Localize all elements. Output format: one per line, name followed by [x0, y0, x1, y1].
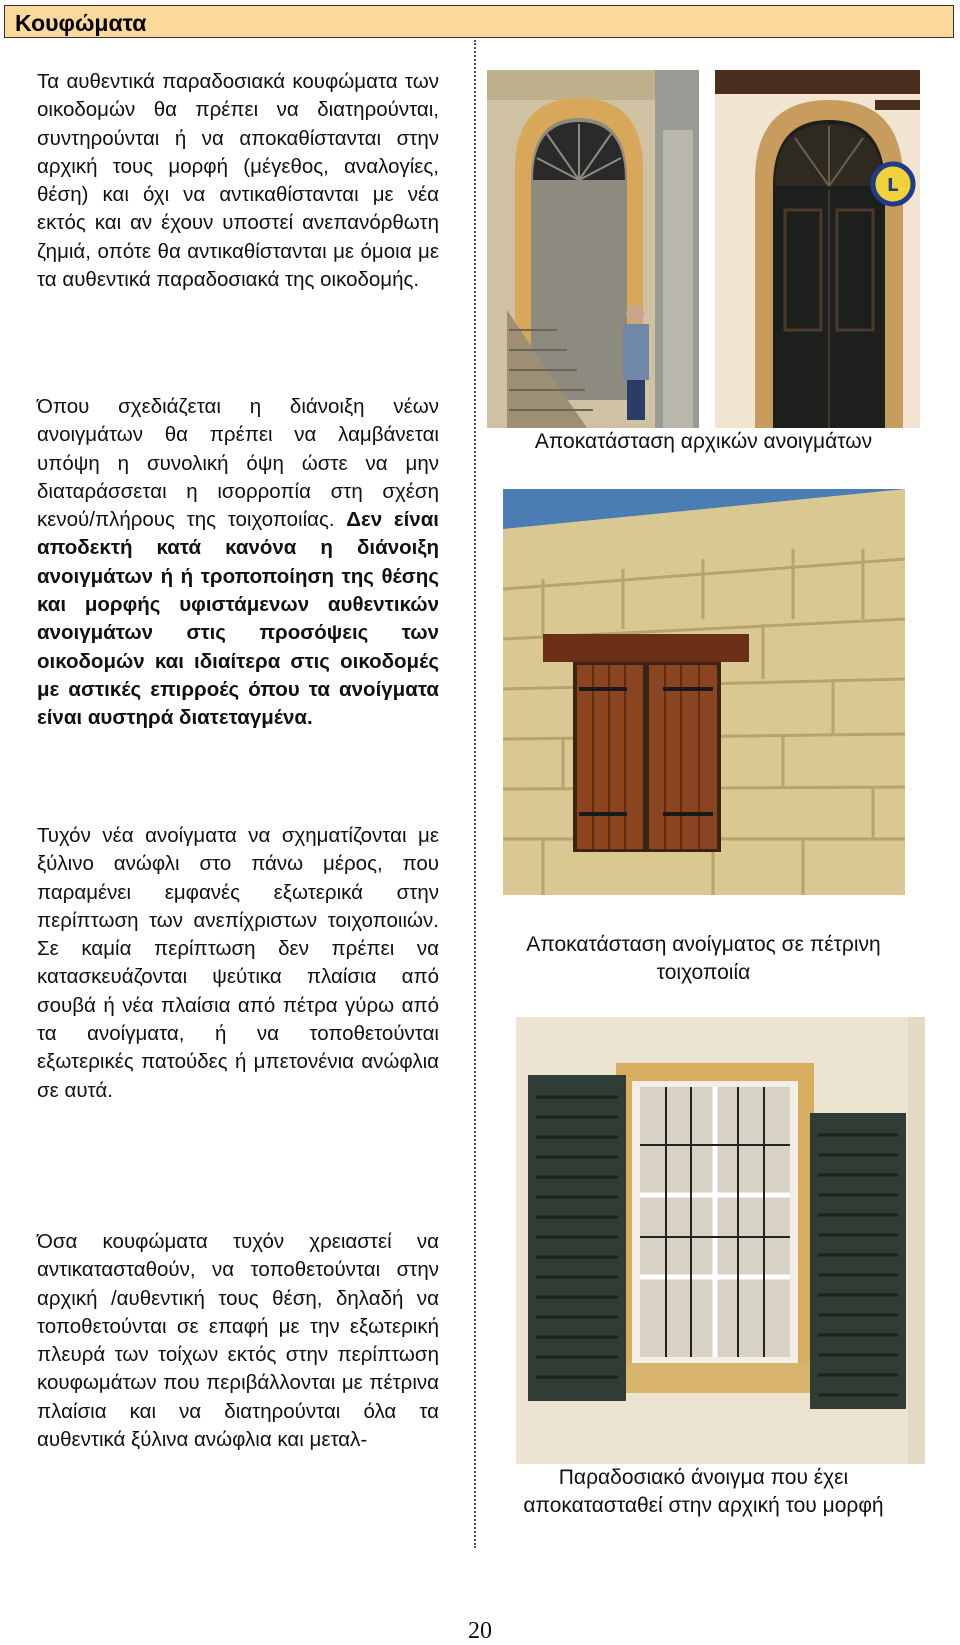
caption-stone-wall-line2: τοιχοποιία	[656, 961, 751, 984]
caption-restored-line2: αποκατασταθεί στην αρχική του μορφή	[523, 1494, 884, 1517]
caption-original-openings: Αποκατάσταση αρχικών ανοιγμάτων	[534, 430, 873, 453]
paragraph-1: Τα αυθεντικά παραδοσιακά κουφώματα των οικοδομών θα πρέπει να διατηρούνται, συντηρούνται ή να αποκαθίστανται στην αρχική τους μορφή (μέγεθος, αναλογίες, θέση) και όχι να αντικαθίστανται με νέα εκτός και αν έχουν υποστεί ανεπανόρθωτη ζημιά, οπότε θα αντικαθίστανται με όμοια με τα αυθεντικά παραδοσιακά της οικοδομής.	[37, 70, 439, 292]
photo-stone-wall-window	[503, 489, 905, 895]
section-header	[4, 5, 954, 38]
page-number: 20	[468, 1618, 492, 1644]
paragraph-2-bold: Δεν είναι αποδεκτή κατά κανόνα η διάνοιξη ανοιγμάτων ή ή τροποποίηση της θέσης και μορφής υφιστάμενων αυθεντικών ανοιγμάτων στις προσόψεις των οικοδομών και ιδιαίτερα στις οικοδομές με αστικές επιρροές όπου τα ανοίγματα είναι αυστηρά διατεταγμένα.	[37, 508, 439, 730]
paragraph-2-normal: Όπου σχεδιάζεται η διάνοιξη νέων ανοιγμάτων θα πρέπει να λαμβάνεται υπόψη η συνολική όψη ώστε να μην διαταράσσεται η ισορροπία στη σχέση κενού/πλήρους της τοιχοποιίας.	[37, 395, 439, 532]
paragraph-2	[37, 393, 439, 733]
svg-text:L: L	[887, 175, 899, 196]
caption-restored-line1: Παραδοσιακό άνοιγμα που έχει	[558, 1466, 849, 1489]
caption-restored-opening	[487, 1464, 920, 1520]
paragraph-3: Τυχόν νέα ανοίγματα να σχηματίζονται με ξύλινο ανώφλι στο πάνω μέρος, που παραμένει εμφανές εξωτερικά στην περίπτωση των ανεπίχριστων τοιχοποιιών. Σε καμία περίπτωση δεν πρέπει να κατασκευάζονται ψεύτικα πλαίσια από σουβά ή νέα πλαίσια από πέτρα γύρω από τα ανοίγματα, ή να τοποθετούνται εξωτερικές πατούδες ή μπετονένια ανώφλια σε αυτά.	[37, 824, 439, 1102]
caption-stone-wall-line1: Αποκατάσταση ανοίγματος σε πέτρινη	[526, 933, 881, 956]
photo-arched-doorway-right	[715, 70, 920, 428]
section-title: Κουφώματα	[15, 10, 147, 36]
column-divider	[474, 40, 476, 1548]
photo-arched-doorway-left	[487, 70, 699, 428]
caption-stone-wall-opening	[487, 931, 920, 987]
photo-window-green-shutters	[516, 1017, 925, 1464]
paragraph-4: Όσα κουφώματα τυχόν χρειαστεί να αντικατασταθούν, να τοποθετούνται στην αρχική /αυθεντική τους θέση, δηλαδή να τοποθετούνται σε επαφή με την εξωτερική πλευρά των τοίχων εκτός στην περίπτωση κουφωμάτων που περιβάλλονται με πέτρινα πλαίσια και να διατηρούνται όλα τα αυθεντικά ξύλινα ανώφλια και μεταλ-	[37, 1230, 439, 1452]
